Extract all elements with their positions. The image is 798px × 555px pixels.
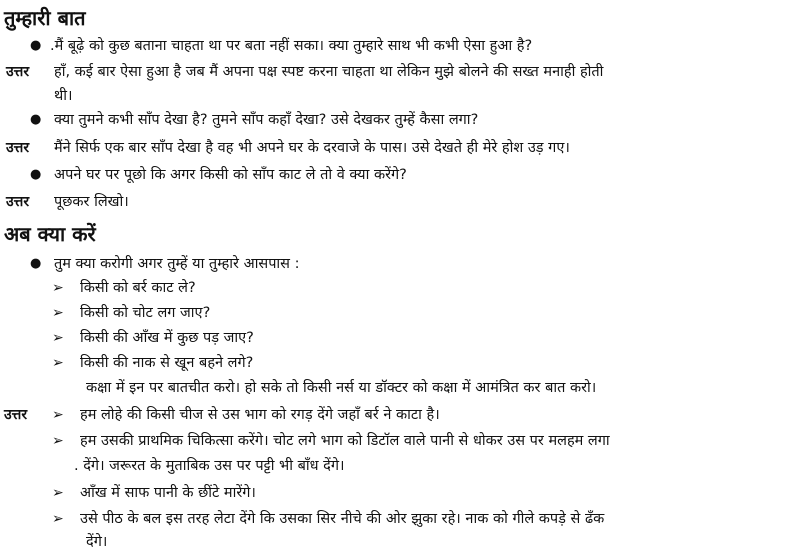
arrow-icon: ➢ [52,511,64,527]
arrow-icon: ➢ [52,330,64,346]
question-3: अपने घर पर पूछो कि अगर किसी को साँप काट ले तो वे क्या करेंगे? [54,167,407,183]
question-4: तुम क्या करोगी अगर तुम्हें या तुम्हारे आसपास : [54,256,300,272]
answer-label: उत्तर [6,64,30,80]
bullet-icon: ● [30,112,42,127]
arrow-icon: ➢ [52,407,64,423]
answer-1-line-1: हाँ, कई बार ऐसा हुआ है जब मैं अपना पक्ष स्पष्ट करना चाहता था लेकिन मुझे बोलने की सख्त मनाही होती [54,64,604,80]
answer-item: हम उसकी प्राथमिक चिकित्सा करेंगे। चोट लगे भाग को डिटॉल वाले पानी से धोकर उस पर मलहम लगा [80,433,610,449]
list-item: किसी को बर्र काट ले? [80,280,196,296]
question-1: .मैं बूढ़े को कुछ बताना चाहता था पर बता नहीं सका। क्या तुम्हारे साथ भी कभी ऐसा हुआ है? [50,38,533,54]
arrow-icon: ➢ [52,485,64,501]
arrow-icon: ➢ [52,305,64,321]
answer-1-line-2: थी। [54,88,73,104]
bullet-icon: ● [30,256,42,271]
bullet-icon: ● [30,167,42,182]
arrow-icon: ➢ [52,280,64,296]
answer-label: उत्तर [6,140,30,156]
list-item: किसी को चोट लग जाए? [80,305,211,321]
list-item: किसी की नाक से खून बहने लगे? [80,355,254,371]
answer-3: पूछकर लिखो। [54,194,129,210]
answer-item: उसे पीठ के बल इस तरह लेटा देंगे कि उसका सिर नीचे की ओर झुका रहे। नाक को गीले कपड़े से ढँक [80,511,605,527]
answer-label: उत्तर [6,194,30,210]
section-title-tumhari-baat: तुम्हारी बात [4,6,86,30]
arrow-icon: ➢ [52,355,64,371]
arrow-icon: ➢ [52,433,64,449]
answer-item: आँख में साफ पानी के छींटे मारेंगे। [80,485,256,501]
answer-item-continued: . देंगे। जरूरत के मुताबिक उस पर पट्टी भी बाँध देंगे। [74,458,345,474]
question-2: क्या तुमने कभी साँप देखा है? तुमने साँप कहाँ देखा? उसे देखकर तुम्हें कैसा लगा? [54,112,479,128]
answer-2: मैंने सिर्फ एक बार साँप देखा है वह भी अपने घर के दरवाजे के पास। उसे देखते ही मेरे होश उड़ गए। [54,140,570,156]
answer-item: हम लोहे की किसी चीज से उस भाग को रगड़ देंगे जहाँ बर्र ने काटा है। [80,407,440,423]
list-item: किसी की आँख में कुछ पड़ जाए? [80,330,254,346]
bullet-icon: ● [30,38,42,53]
instruction-text: कक्षा में इन पर बातचीत करो। हो सके तो किसी नर्स या डॉक्टर को कक्षा में आमंत्रित कर बात करो। [86,380,597,396]
answer-item-continued: देंगे। [86,534,108,550]
section-title-ab-kya-karen: अब क्या करें [4,222,96,246]
answer-label: उत्तर [4,407,28,423]
